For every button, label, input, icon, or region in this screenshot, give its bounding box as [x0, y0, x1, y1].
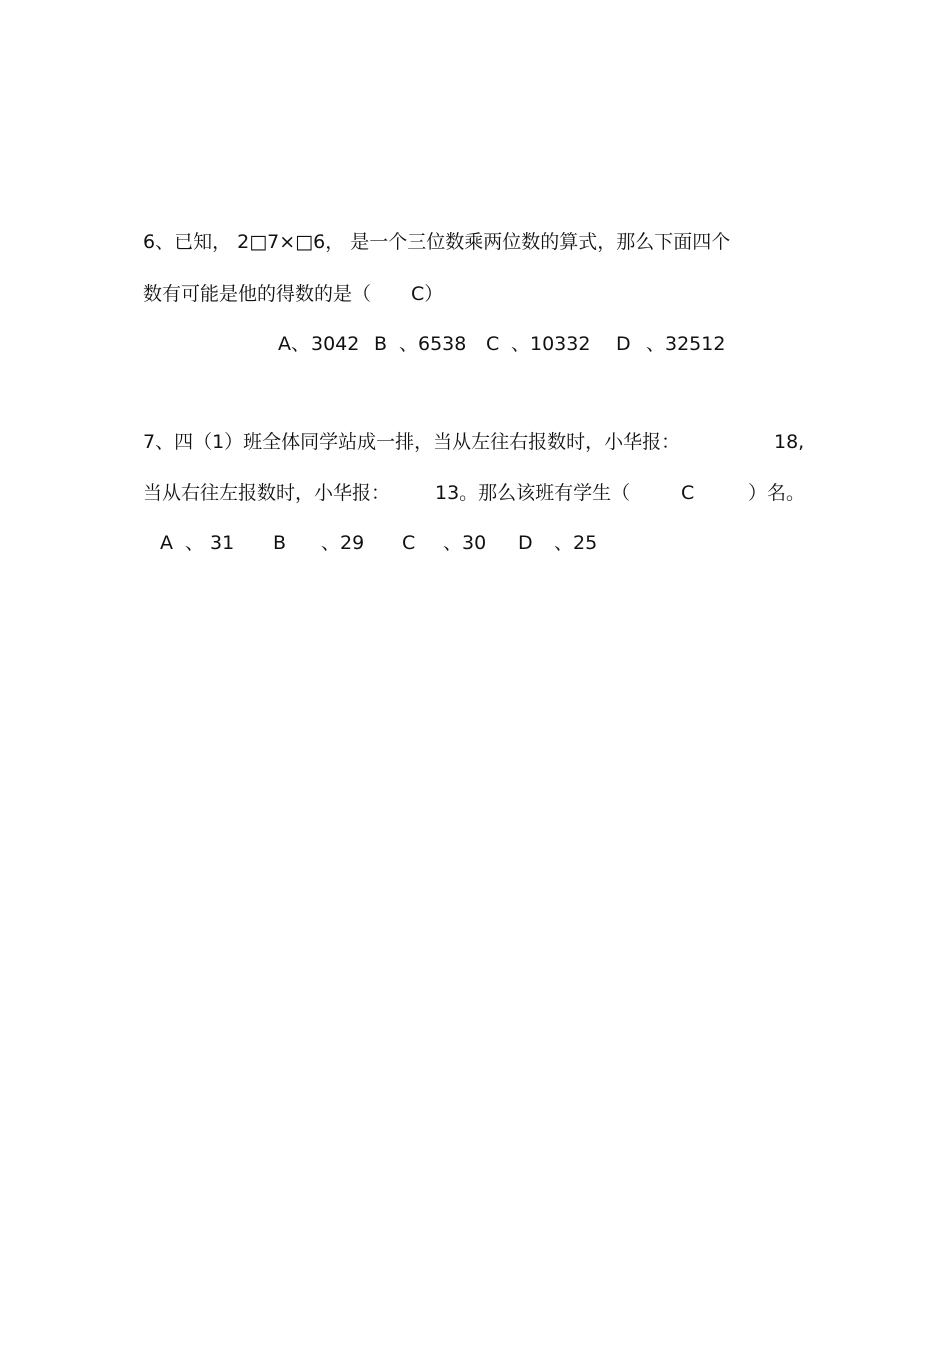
q7-option-a-letter: A: [160, 532, 173, 554]
q7-line1-text: 7、四（1）班全体同学站成一排，当从左往右报数时，小华报：: [143, 431, 681, 453]
q6-option-a-value: 3042: [311, 333, 360, 355]
q6-option-c-letter: C: [486, 333, 500, 355]
q6-line1: 6、已知， 2□7×□6， 是一个三位数乘两位数的算式，那么下面四个: [143, 231, 731, 253]
q7-option-d-value: 、25: [554, 532, 598, 554]
q7-answer: C: [681, 482, 695, 504]
q7-line1: [143, 430, 823, 454]
q7-line1-number: 18,: [774, 431, 805, 453]
q6-option-b-value: 、6538: [399, 333, 467, 355]
q6-option-a-letter: A、: [278, 333, 310, 355]
q7-option-a-value: 、 31: [185, 532, 235, 554]
q7-line2-text: 当从右往左报数时，小华报：: [143, 482, 391, 504]
q7-option-d-letter: D: [518, 532, 533, 554]
q7-options: [160, 531, 620, 555]
q6-option-c-value: 、10332: [511, 333, 591, 355]
q6-answer: C）: [411, 283, 444, 305]
q7-line2: [143, 481, 823, 505]
q6-option-d-value: 、32512: [646, 333, 726, 355]
q6-line2-text: 数有可能是他的得数的是（: [143, 283, 372, 305]
q6-line2: [143, 282, 463, 306]
q7-option-c-letter: C: [402, 532, 416, 554]
q7-option-c-value: 、30: [443, 532, 487, 554]
q6-option-b-letter: B: [374, 333, 388, 355]
q7-line2-number: 13。那么该班有学生（: [435, 482, 631, 504]
q7-line2-end: ）名。: [748, 482, 806, 504]
q7-option-b-value: 、29: [321, 532, 365, 554]
q6-options: [278, 332, 738, 356]
q6-option-d-letter: D: [616, 333, 631, 355]
q7-option-b-letter: B: [273, 532, 287, 554]
